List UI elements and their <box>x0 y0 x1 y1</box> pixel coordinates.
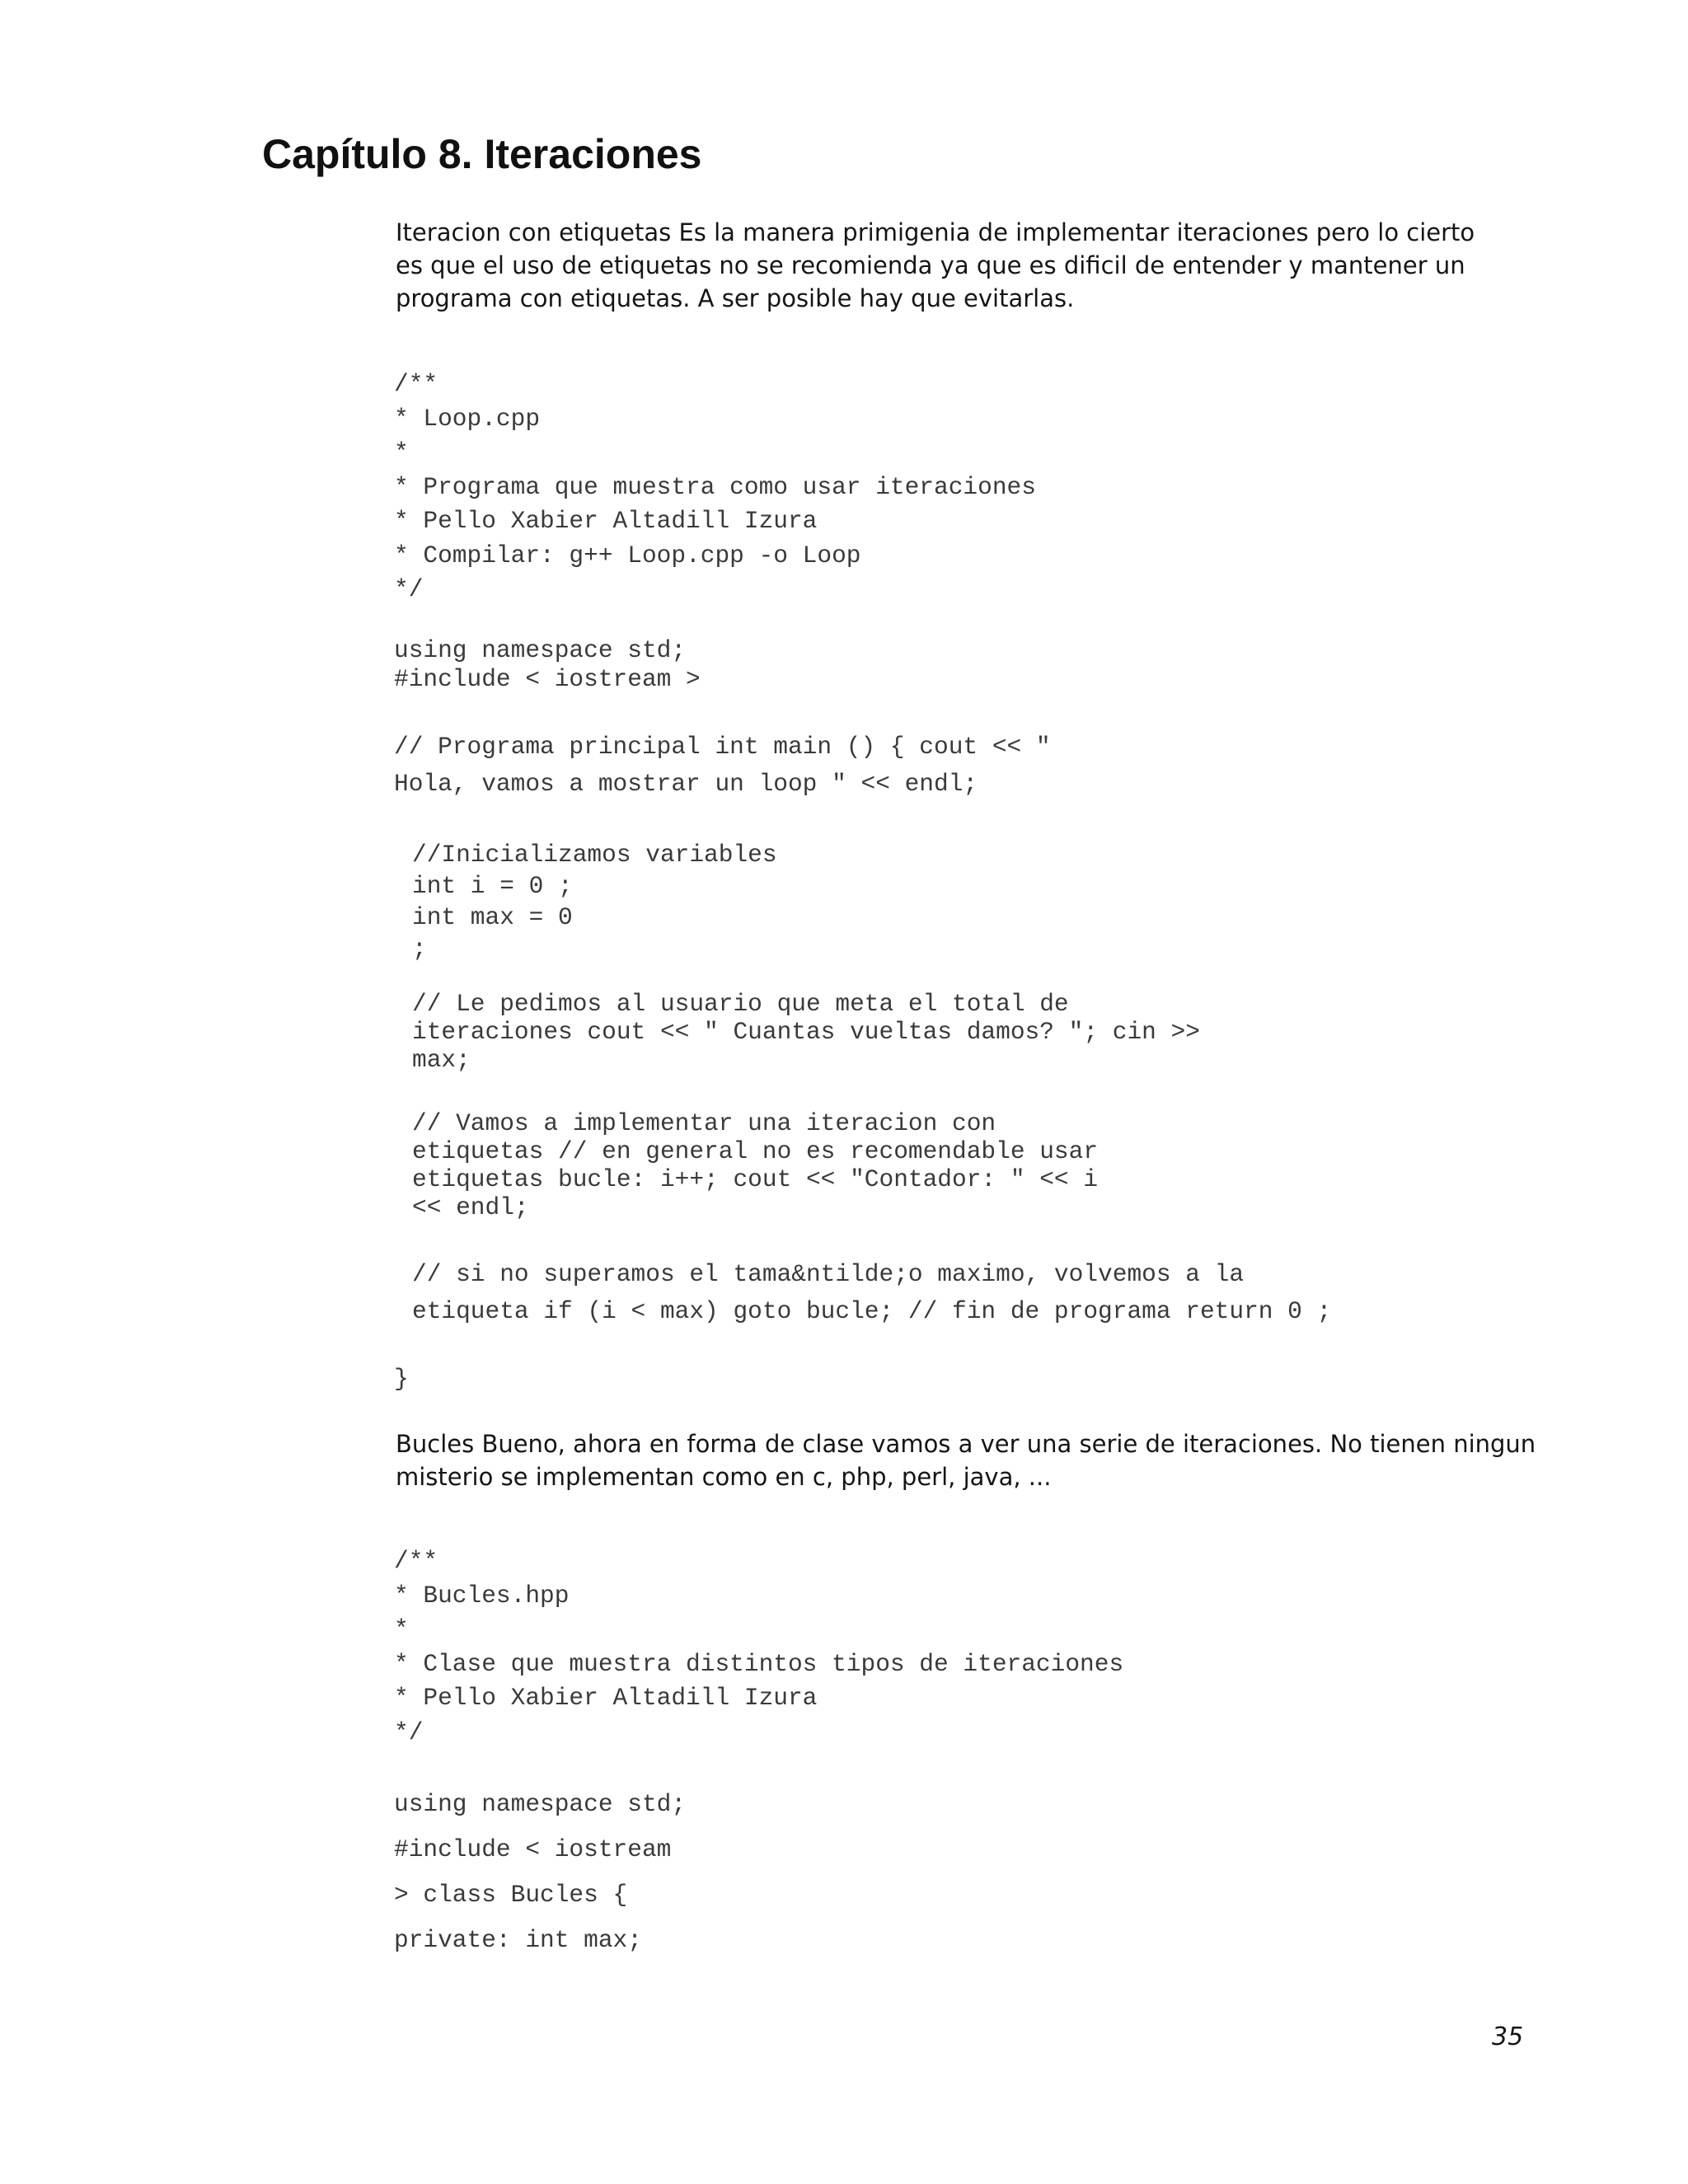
paragraph-line: misterio se implementan como en c, php, perl, java, ... <box>396 1463 1052 1491</box>
code-ask-user: // Le pedimos al usuario que meta el total de iteraciones cout << " Cuantas vueltas damos? "; cin >> max; <box>412 990 1200 1074</box>
code-closing-brace: } <box>394 1365 409 1393</box>
code-goto-line: // si no superamos el tama&ntilde;o maximo, volvemos a la etiqueta if (i < max) goto bucle; // fin de programa return 0 ; <box>412 1260 1332 1325</box>
code-header-comment: /** * Loop.cpp * * Programa que muestra como usar iteraciones * Pello Xabier Altadill Izura * Compilar: g++ Loop.cpp -o Loop */ <box>394 370 1036 603</box>
code-class-start: using namespace std; #include < iostream > class Bucles { private: int max; <box>394 1790 687 1954</box>
chapter-title: Capítulo 8. Iteraciones <box>262 131 702 177</box>
code-header-comment: /** * Bucles.hpp * * Clase que muestra distintos tipos de iteraciones * Pello Xabier Altadill Izura */ <box>394 1547 1124 1746</box>
paragraph-line: Bucles Bueno, ahora en forma de clase vamos a ver una serie de iteraciones. No tienen ningun <box>396 1430 1536 1458</box>
code-includes: using namespace std; #include < iostream > <box>394 636 701 693</box>
code-label-loop: // Vamos a implementar una iteracion con etiquetas // en general no es recomendable usar etiquetas bucle: i++; cout << "Contador: " << i << endl; <box>412 1109 1099 1221</box>
paragraph-line: programa con etiquetas. A ser posible hay que evitarlas. <box>396 284 1075 312</box>
paragraph-line: Iteracion con etiquetas Es la manera primigenia de implementar iteraciones pero lo cierto <box>396 218 1475 246</box>
page-number: 35 <box>1492 2022 1524 2051</box>
paragraph-line: es que el uso de etiquetas no se recomienda ya que es dificil de entender y mantener un <box>396 251 1465 279</box>
code-init-vars: //Inicializamos variables int i = 0 ; int max = 0 ; <box>412 841 777 963</box>
code-main-start: // Programa principal int main () { cout << " Hola, vamos a mostrar un loop " << endl; <box>394 733 1051 798</box>
